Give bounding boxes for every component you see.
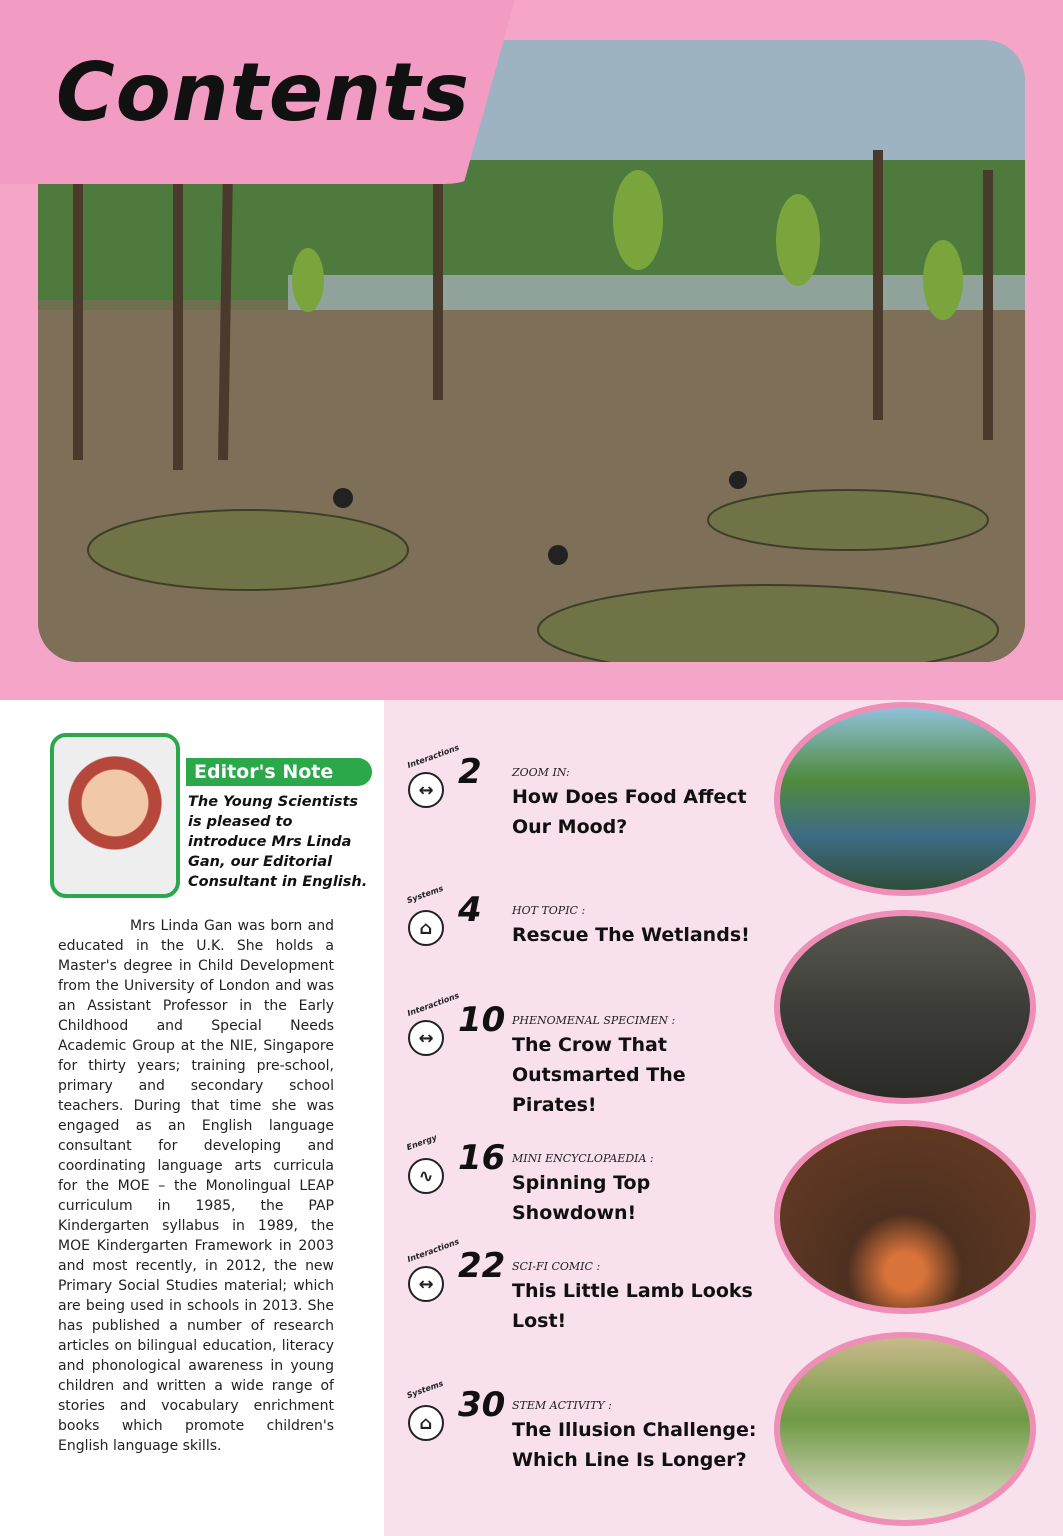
section-label: SCI-FI COMIC : <box>512 1260 601 1273</box>
page-number: 10 <box>458 1000 506 1040</box>
page-number: 16 <box>458 1138 506 1178</box>
entry-headline[interactable]: This Little Lamb Looks Lost! <box>512 1280 753 1332</box>
entry-headline[interactable]: Spinning Top Showdown! <box>512 1172 651 1224</box>
category-label: Interactions <box>406 990 461 1019</box>
category-label: Interactions <box>406 1236 461 1265</box>
contents-entry[interactable] <box>406 1236 768 1356</box>
entry-headline[interactable]: How Does Food Affect Our Mood? <box>512 786 747 838</box>
entry-headline[interactable]: The Crow That Outsmarted The Pirates! <box>512 1034 686 1116</box>
page-number: 2 <box>458 752 482 792</box>
wetland-photo <box>774 702 1036 896</box>
arrows-icon: ↔ <box>408 772 444 808</box>
page-title: Contents <box>56 46 470 139</box>
entry-headline[interactable]: The Illusion Challenge: Which Line Is Longer? <box>512 1419 757 1471</box>
systems-icon: ⌂ <box>408 1405 444 1441</box>
section-label: PHENOMENAL SPECIMEN : <box>512 1014 676 1027</box>
category-label: Systems <box>405 883 445 906</box>
systems-icon: ⌂ <box>408 910 444 946</box>
page-number: 30 <box>458 1385 506 1425</box>
entry-headline[interactable]: Rescue The Wetlands! <box>512 924 750 946</box>
section-label: MINI ENCYCLOPAEDIA : <box>512 1152 654 1165</box>
contents-entry[interactable] <box>405 1378 768 1495</box>
category-label: Systems <box>405 1378 445 1401</box>
section-label: HOT TOPIC : <box>512 904 586 917</box>
contents-entry[interactable] <box>406 990 768 1116</box>
spinning-top-photo <box>774 1120 1036 1314</box>
category-label: Energy <box>405 1132 439 1153</box>
page-number: 4 <box>458 890 482 930</box>
page-number: 22 <box>458 1246 506 1286</box>
section-label: ZOOM IN: <box>512 766 570 779</box>
editor-body-text: Mrs Linda Gan was born and educated in the U.K. She holds a Master's degree in Child Development from the University of London and was an Assistant Professor in the Early Childhood and Special Needs Academic Group at the NIE, Singapore for thirty years; training pre-school, primary and secondary school teachers. During that time she was engaged as an English language consultant for developing and coordinating language arts curricula for the MOE – the Monolingual LEAP curriculum in 1985, the PAP Kindergarten syllabus in 1989, the MOE Kindergarten Framework in 2003 and most recently, in 2012, the new Primary Social Studies material; which are being used in schools in 2013. She has published a number of research articles on bilingual education, literacy and phonological awareness in young children and written a wide range of stories and vocabulary enrichment books which promote children's English language skills. <box>58 918 334 1454</box>
editor-portrait <box>50 733 180 898</box>
contents-entry[interactable] <box>405 1132 768 1228</box>
wave-icon: ∿ <box>408 1158 444 1194</box>
section-label: STEM ACTIVITY : <box>512 1399 612 1412</box>
sheep-drone-photo <box>774 1332 1036 1526</box>
contents-entry[interactable] <box>405 883 768 980</box>
arrows-icon: ↔ <box>408 1020 444 1056</box>
category-label: Interactions <box>406 742 461 771</box>
crow-photo <box>774 910 1036 1104</box>
editor-intro: The Young Scientists is pleased to introduce Mrs Linda Gan, our Editorial Consultant in English. <box>188 794 368 890</box>
arrows-icon: ↔ <box>408 1266 444 1302</box>
editor-note-badge: Editor's Note <box>186 758 372 786</box>
contents-entry[interactable] <box>406 742 768 862</box>
